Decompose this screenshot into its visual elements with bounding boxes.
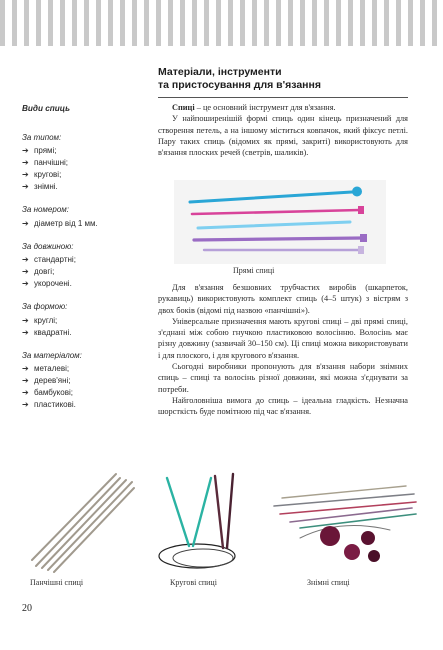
arrow-icon: ➔ — [22, 146, 29, 156]
sidebar-item-label: панчішні; — [34, 158, 68, 168]
sidebar-list-item — [22, 157, 148, 169]
arrow-icon: ➔ — [22, 376, 29, 386]
sidebar-list-item — [22, 398, 148, 410]
sidebar-item-label: укорочені. — [34, 278, 72, 288]
straight-needles-photo — [174, 180, 386, 264]
paragraph-3: Універсальне призначення мають кругові спиці – дві прямі спиці, з'єднані між собою гнучкою пластиковою волосінню. Волосінь має різну довжину (зазвичай 30–150 см). Ці спиці можна використовувати і для плоского, і для кругового в'язання. — [158, 316, 408, 360]
sidebar-list-item — [22, 314, 148, 326]
arrow-icon: ➔ — [22, 181, 29, 191]
sidebar-group-heading: За довжиною: — [22, 241, 74, 251]
sidebar-item-label: круглі; — [34, 315, 58, 325]
sidebar-item-label: кругові; — [34, 169, 62, 179]
sidebar-item-label: металеві; — [34, 364, 70, 374]
sidebar-group — [22, 242, 148, 289]
sidebar-list-item — [22, 326, 148, 338]
page-number: 20 — [22, 603, 32, 614]
double-pointed-needles-photo — [28, 470, 136, 574]
sidebar-group-heading: За номером: — [22, 205, 69, 215]
arrow-icon: ➔ — [22, 399, 29, 409]
sidebar-group — [22, 302, 148, 338]
arrow-icon: ➔ — [22, 278, 29, 288]
sidebar-group — [22, 205, 148, 229]
arrow-icon: ➔ — [22, 364, 29, 374]
sidebar-title: Види спиць — [22, 104, 70, 113]
page-heading — [158, 66, 418, 92]
intro-paragraph — [158, 102, 408, 113]
sidebar-group — [22, 351, 148, 410]
sidebar-group — [22, 133, 148, 192]
arrow-icon: ➔ — [22, 315, 29, 325]
paragraph-4: Сьогодні виробники пропонують для в'язання набори знімних спиць – спиці та волосінь різної довжини, які можна з'єднувати за потреби. — [158, 362, 408, 394]
arrow-icon: ➔ — [22, 267, 29, 277]
sidebar-item-label: бамбукові; — [34, 387, 73, 397]
sidebar-item-label: діаметр від 1 мм. — [34, 218, 98, 228]
sidebar-list-item — [22, 180, 148, 192]
sidebar-item-label: знімні. — [34, 181, 58, 191]
interchangeable-needles-photo — [270, 478, 418, 570]
sidebar-list-item — [22, 254, 148, 266]
sidebar-list-item — [22, 266, 148, 278]
caption-double-pointed: Панчішні спиці — [30, 578, 84, 587]
main-text-bottom — [158, 282, 408, 418]
sidebar-group-heading: За формою: — [22, 302, 68, 312]
caption-interchangeable: Знімні спиці — [307, 578, 350, 587]
sidebar-list-item — [22, 387, 148, 399]
sidebar-group-heading: За типом: — [22, 133, 62, 142]
header-stripes — [0, 0, 443, 46]
paragraph-1: У найпоширенішій формі спиць один кінець призначений для створення петель, а на іншому міститься ковпачок, який фіксує петлі. Пару таких спиць (відомих як прямі, закриті) використовують для в'язання плоских речей (светрів, шаликів). — [158, 114, 408, 158]
circular-needles-photo — [153, 468, 249, 576]
intro-rest: – це основний інструмент для в'язання. — [194, 103, 336, 112]
intro-term: Спиці — [172, 103, 195, 112]
main-text-top — [158, 102, 408, 158]
sidebar-item-label: пластикові. — [34, 399, 76, 409]
sidebar-list-item — [22, 278, 148, 290]
sidebar-item-label: стандартні; — [34, 255, 76, 265]
arrow-icon: ➔ — [22, 255, 29, 265]
arrow-icon: ➔ — [22, 158, 29, 168]
heading-divider — [158, 97, 408, 98]
sidebar-group-heading: За матеріалом: — [22, 350, 82, 360]
sidebar-item-label: квадратні. — [34, 327, 72, 337]
arrow-icon: ➔ — [22, 218, 29, 228]
arrow-icon: ➔ — [22, 327, 29, 337]
sidebar-list-item — [22, 145, 148, 157]
paragraph-5: Найголовніша вимога до спиць – ідеальна гладкість. Незначна шорсткість буде помітною під час в'язання. — [158, 395, 408, 417]
sidebar-item-label: дерев'яні; — [34, 376, 71, 386]
paragraph-2: Для в'язання безшовних трубчастих виробів (шкарпеток, рукавиць) використовують комплект спиць (4–5 штук) з вістрям з двох боків (відомі під назвою «панчішні»). — [158, 283, 408, 315]
sidebar-list-item — [22, 363, 148, 375]
sidebar-list-item — [22, 375, 148, 387]
sidebar — [22, 104, 148, 423]
sidebar-item-label: прямі; — [34, 146, 57, 156]
sidebar-list-item — [22, 169, 148, 181]
caption-straight: Прямі спиці — [233, 266, 275, 275]
caption-circular: Кругові спиці — [170, 578, 217, 587]
heading-line-2: та пристосування для в'язання — [158, 79, 321, 91]
heading-line-1: Матеріали, інструменти — [158, 66, 282, 78]
sidebar-list-item — [22, 217, 148, 229]
sidebar-item-label: довгі; — [34, 267, 55, 277]
arrow-icon: ➔ — [22, 387, 29, 397]
arrow-icon: ➔ — [22, 169, 29, 179]
